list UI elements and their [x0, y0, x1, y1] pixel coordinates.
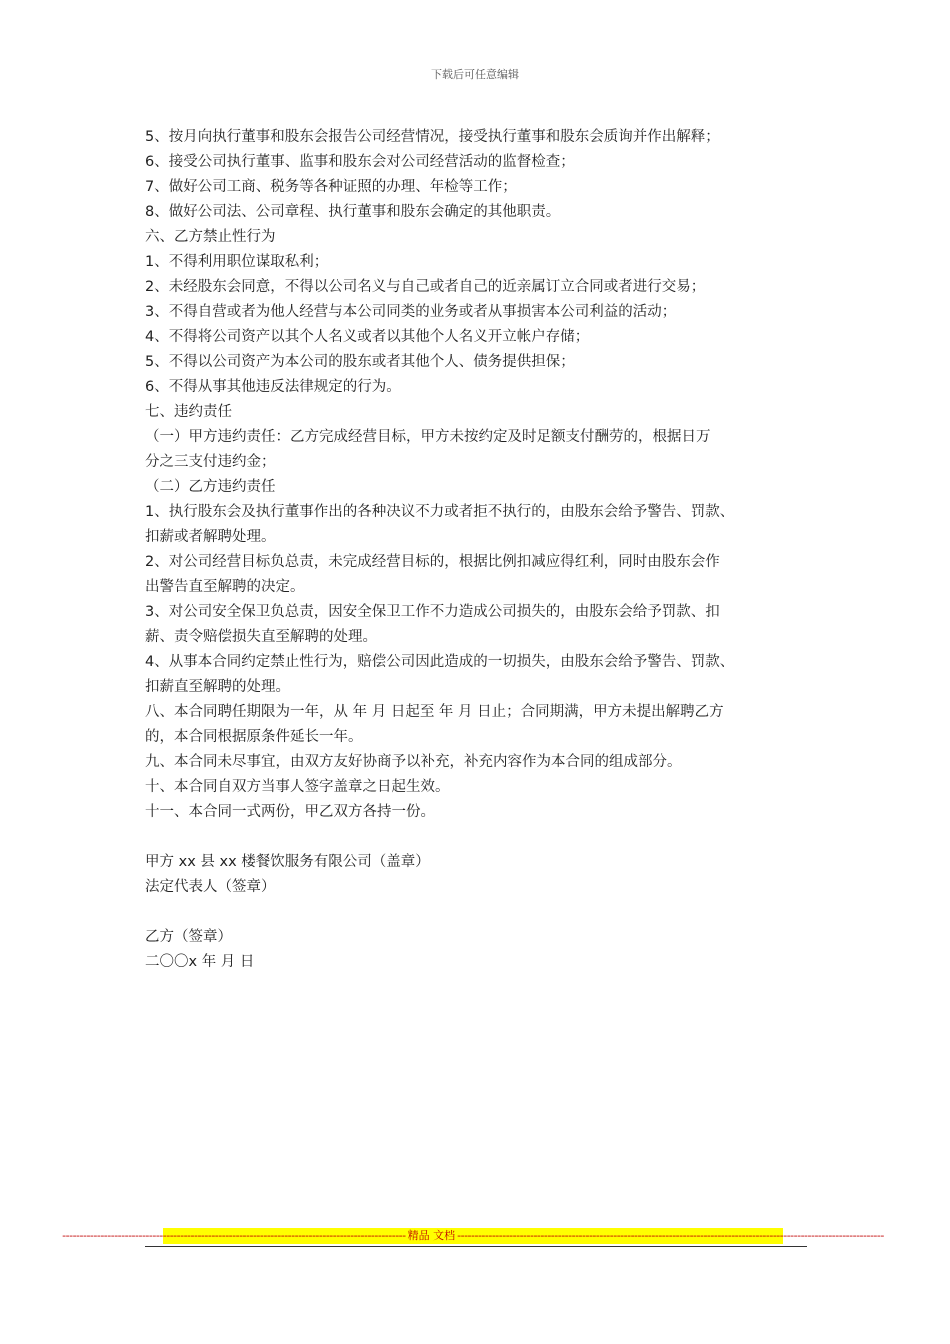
- text-line: 1、执行股东会及执行董事作出的各种决议不力或者拒不执行的，由股东会给予警告、罚款、: [145, 504, 735, 520]
- text-line: 薪、责令赔偿损失直至解聘的处理。: [145, 629, 377, 645]
- section-heading: 六、乙方禁止性行为: [145, 229, 276, 245]
- text-line: 出警告直至解聘的决定。: [145, 579, 305, 595]
- text-line: 2、对公司经营目标负总责，未完成经营目标的，根据比例扣减应得红利，同时由股东会作: [145, 554, 720, 570]
- text-line: 的，本合同根据原条件延长一年。: [145, 729, 363, 745]
- footer-dashes-left: ---------------------------------------------------------------------------------------------------: [62, 1229, 406, 1242]
- text-line: 4、从事本合同约定禁止性行为，赔偿公司因此造成的一切损失，由股东会给予警告、罚款、: [145, 654, 735, 670]
- footer-rule: [145, 1246, 807, 1247]
- document-body: [145, 125, 820, 975]
- blank-line: [145, 900, 820, 925]
- footer-banner: [62, 1228, 884, 1244]
- signing-date: 二〇〇x 年 月 日: [145, 954, 255, 970]
- text-line: 1、不得利用职位谋取私利；: [145, 254, 329, 270]
- text-line: 7、做好公司工商、税务等各种证照的办理、年检等工作；: [145, 179, 517, 195]
- text-line: 十一、本合同一式两份，甲乙双方各持一份。: [145, 804, 435, 820]
- text-line: 扣薪或者解聘处理。: [145, 529, 276, 545]
- text-line: 3、对公司安全保卫负总责，因安全保卫工作不力造成公司损失的，由股东会给予罚款、扣: [145, 604, 720, 620]
- text-line: 分之三支付违约金；: [145, 454, 276, 470]
- footer-label: 精品 文档: [407, 1229, 456, 1242]
- text-line: 6、不得从事其他违反法律规定的行为。: [145, 379, 401, 395]
- text-line: 扣薪直至解聘的处理。: [145, 679, 290, 695]
- legal-rep-signature: 法定代表人（签章）: [145, 879, 276, 895]
- text-line: 2、未经股东会同意，不得以公司名义与自己或者自己的近亲属订立合同或者进行交易；: [145, 279, 706, 295]
- text-line: 8、做好公司法、公司章程、执行董事和股东会确定的其他职责。: [145, 204, 561, 220]
- text-line: 九、本合同未尽事宜，由双方友好协商予以补充，补充内容作为本合同的组成部分。: [145, 754, 682, 770]
- party-b-signature: 乙方（签章）: [145, 929, 232, 945]
- text-line: 3、不得自营或者为他人经营与本公司同类的业务或者从事损害本公司利益的活动；: [145, 304, 677, 320]
- text-line: 4、不得将公司资产以其个人名义或者以其他个人名义开立帐户存储；: [145, 329, 590, 345]
- section-heading: 七、违约责任: [145, 404, 232, 420]
- text-line: 6、接受公司执行董事、监事和股东会对公司经营活动的监督检查；: [145, 154, 575, 170]
- text-line: 八、本合同聘任期限为一年，从 年 月 日起至 年 月 日止；合同期满，甲方未提出解聘乙方: [145, 704, 724, 720]
- text-line: 5、按月向执行董事和股东会报告公司经营情况，接受执行董事和股东会质询并作出解释；: [145, 129, 720, 145]
- text-line: 十、本合同自双方当事人签字盖章之日起生效。: [145, 779, 450, 795]
- text-line: （一）甲方违约责任：乙方完成经营目标，甲方未按约定及时足额支付酬劳的，根据日万: [145, 429, 711, 445]
- blank-line: [145, 825, 820, 850]
- footer-dashes-right: ---------------------------------------------------------------------------------------------------------------------------: [457, 1229, 884, 1242]
- party-a-signature: 甲方 xx 县 xx 楼餐饮服务有限公司（盖章）: [145, 854, 430, 870]
- text-line: （二）乙方违约责任: [145, 479, 276, 495]
- page-header: 下载后可任意编辑: [431, 68, 519, 81]
- text-line: 5、不得以公司资产为本公司的股东或者其他个人、债务提供担保；: [145, 354, 575, 370]
